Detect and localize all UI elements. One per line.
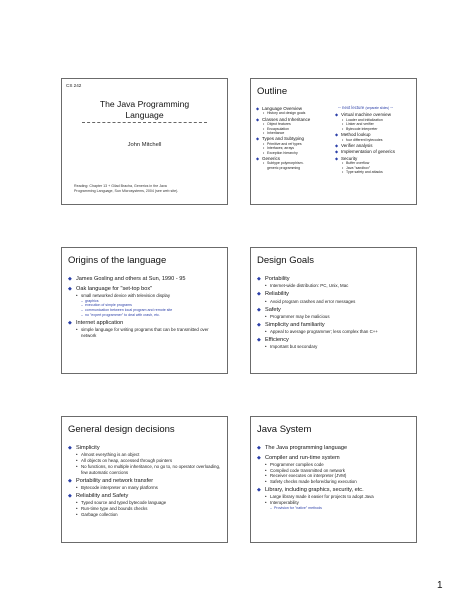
- bullet-item: ◆ Compiler and run-time system: [257, 454, 340, 461]
- sub-bullet-item: • small networked device with television display: [76, 292, 171, 298]
- next-lecture-note: -- next lecture (separate slides) --: [338, 105, 394, 110]
- bullet-item: ◆ Efficiency: [257, 336, 289, 343]
- bullet-item: ◆ Reliability and Safety: [68, 492, 129, 499]
- outline-item: ◆ Generics: [256, 155, 281, 161]
- diamond-bullet-icon: ◆: [257, 276, 261, 283]
- slide-body: [257, 443, 412, 511]
- outline-subitem: • Object features: [263, 122, 291, 127]
- outline-left-column: [256, 105, 334, 170]
- slide-outline: [250, 78, 417, 205]
- slide-title: Origins of the language: [68, 255, 167, 266]
- diamond-bullet-icon: ◆: [335, 112, 339, 118]
- outline-subitem: • Bytecode interpreter: [342, 126, 378, 131]
- outline-subitem: • History and design goals: [263, 111, 306, 116]
- sub-sub-bullet-item: – communication between local program and remote site: [81, 308, 173, 313]
- bullet-item: ◆ The Java programming language: [257, 445, 348, 452]
- outline-subitem: • Linker and verifier: [342, 122, 374, 127]
- diamond-bullet-icon: ◆: [335, 132, 339, 137]
- sub-bullet-item: • Large library made it easier for projects to adopt Java: [265, 494, 374, 500]
- diamond-bullet-icon: ◆: [335, 142, 339, 148]
- sub-sub-bullet-item: – Provision for "native" methods: [270, 505, 322, 510]
- sub-bullet-item: • Run-time type and bounds checks: [76, 505, 148, 511]
- title-divider: [82, 122, 207, 123]
- page-number: 1: [437, 580, 443, 591]
- slide-body: [68, 443, 223, 518]
- outline-subitem: • Buffer overflow: [342, 161, 370, 166]
- bullet-item: ◆ Reliability: [257, 291, 289, 298]
- outline-subitem: • Type safety and attacks: [342, 169, 383, 174]
- diamond-bullet-icon: ◆: [68, 285, 72, 292]
- outline-subitem: • Exception hierarchy: [263, 150, 298, 155]
- bullet-item: ◆ Safety: [257, 306, 281, 313]
- outline-item: ◆ Classes and Inheritance: [256, 116, 311, 122]
- sub-bullet-item: • Appeal to average programmer; less complex than C++: [265, 328, 378, 334]
- bullet-item: ◆ James Gosling and others at Sun, 1990 - 95: [68, 276, 186, 283]
- reading-note: Reading: Chapter 13 + Gilad Bracha, Generics in the Java Programming Language, Sun Microsystems, 2004 (see web site).: [74, 184, 179, 193]
- presentation-title: The Java Programming Language: [99, 99, 190, 120]
- sub-bullet-item: • Programmer may be malicious: [265, 313, 330, 319]
- slide-title: Outline: [257, 86, 288, 97]
- outline-subitem: • Encapsulation: [263, 126, 289, 131]
- outline-subitem: • Subtype polymorphism.: [263, 161, 304, 166]
- diamond-bullet-icon: ◆: [256, 136, 260, 142]
- bullet-item: ◆ Simplicity: [68, 445, 100, 452]
- sub-sub-bullet-item: – execution of simple programs: [81, 303, 132, 308]
- diamond-bullet-icon: ◆: [257, 336, 261, 343]
- diamond-bullet-icon: ◆: [68, 492, 72, 499]
- sub-bullet-item: • Typed source and typed bytecode language: [76, 500, 167, 506]
- sub-bullet-item: • Safety checks made before/during execution: [265, 479, 357, 485]
- outline-subitem: • Primitive and ref types: [263, 141, 302, 146]
- outline-subitem: • four different bytecodes: [342, 137, 383, 142]
- sub-bullet-item: • Compiled code transmitted on network: [265, 467, 345, 473]
- sub-bullet-item: • All objects on heap, accessed through pointers: [76, 458, 173, 464]
- sub-bullet-item: • Important but secondary: [265, 344, 318, 350]
- sub-bullet-item: • simple language for writing programs that can be transmitted over network: [76, 327, 209, 338]
- sub-bullet-item: • Almost everything is an object: [76, 452, 140, 458]
- diamond-bullet-icon: ◆: [257, 321, 261, 328]
- sub-bullet-item: • Interoperability: [265, 500, 299, 506]
- outline-right-column: [335, 105, 415, 174]
- diamond-bullet-icon: ◆: [68, 445, 72, 452]
- slide-origins: [61, 247, 228, 374]
- author-name: John Mitchell: [127, 142, 162, 148]
- slide-title: Design Goals: [257, 255, 315, 266]
- sub-sub-bullet-item: – graphics: [81, 298, 99, 303]
- sub-bullet-item: • Avoid program crashes and error messages: [265, 298, 356, 304]
- sub-bullet-item: • No functions, no multiple inheritance, no go to, no operator overloading, few automatic coercions: [76, 463, 221, 475]
- slide-title: General design decisions: [68, 424, 175, 435]
- diamond-bullet-icon: ◆: [256, 116, 260, 122]
- outline-item: ◆ Virtual machine overview: [335, 112, 391, 118]
- diamond-bullet-icon: ◆: [257, 487, 261, 494]
- slide-java-system: [250, 416, 417, 543]
- bullet-item: ◆ Library, including graphics, security, etc.: [257, 487, 364, 494]
- sub-bullet-item: • Internet-wide distribution: PC, Unix, Mac: [265, 283, 349, 289]
- diamond-bullet-icon: ◆: [257, 445, 261, 452]
- outline-subitem: • Java "sandbox": [342, 165, 371, 170]
- slide-design-goals: [250, 247, 417, 374]
- bullet-item: ◆ Portability and network transfer: [68, 477, 154, 484]
- sub-bullet-item: • Bytecode interpreter on many platforms: [76, 484, 158, 490]
- outline-subitem: • Interfaces; arrays: [263, 146, 295, 151]
- outline-item: ◆ Types and Subtyping: [256, 136, 305, 142]
- bullet-item: ◆ Oak language for "set-top box": [68, 285, 153, 292]
- sub-sub-bullet-item: – no "expert programmer" to deal with crash, etc.: [81, 312, 160, 317]
- slide-title-page: [61, 78, 228, 205]
- diamond-bullet-icon: ◆: [335, 155, 339, 161]
- diamond-bullet-icon: ◆: [256, 105, 260, 111]
- sub-bullet-item: • Garbage collection: [76, 511, 118, 517]
- diamond-bullet-icon: ◆: [257, 306, 261, 313]
- bullet-item: ◆ Simplicity and familiarity: [257, 321, 325, 328]
- slide-design-decisions: [61, 416, 228, 543]
- diamond-bullet-icon: ◆: [68, 319, 72, 326]
- outline-subitem: generic programming: [267, 165, 301, 170]
- sub-bullet-item: • Programmer compiles code: [265, 461, 324, 467]
- outline-subitem: • Inheritance: [263, 131, 285, 135]
- outline-item: ◆ Verifier analysis: [335, 142, 373, 148]
- diamond-bullet-icon: ◆: [257, 454, 261, 461]
- bullet-item: ◆ Internet application: [68, 319, 124, 326]
- outline-item: ◆ Method lookup: [335, 132, 371, 137]
- outline-item: ◆ Security: [335, 155, 358, 161]
- slide-body: [257, 274, 412, 350]
- diamond-bullet-icon: ◆: [68, 276, 72, 283]
- diamond-bullet-icon: ◆: [335, 149, 339, 155]
- diamond-bullet-icon: ◆: [257, 291, 261, 298]
- outline-item: ◆ Language Overview: [256, 105, 303, 111]
- bullet-item: ◆ Portability: [257, 276, 290, 283]
- slide-body: [68, 274, 223, 339]
- slide-title: Java System: [257, 424, 312, 435]
- outline-subitem: • Loader and initialization: [342, 117, 383, 122]
- outline-item: ◆ Implementation of generics: [335, 149, 396, 155]
- course-label: CS 242: [66, 83, 82, 88]
- diamond-bullet-icon: ◆: [68, 477, 72, 484]
- diamond-bullet-icon: ◆: [256, 155, 260, 161]
- sub-bullet-item: • Receiver executes on interpreter (JVM): [265, 473, 347, 479]
